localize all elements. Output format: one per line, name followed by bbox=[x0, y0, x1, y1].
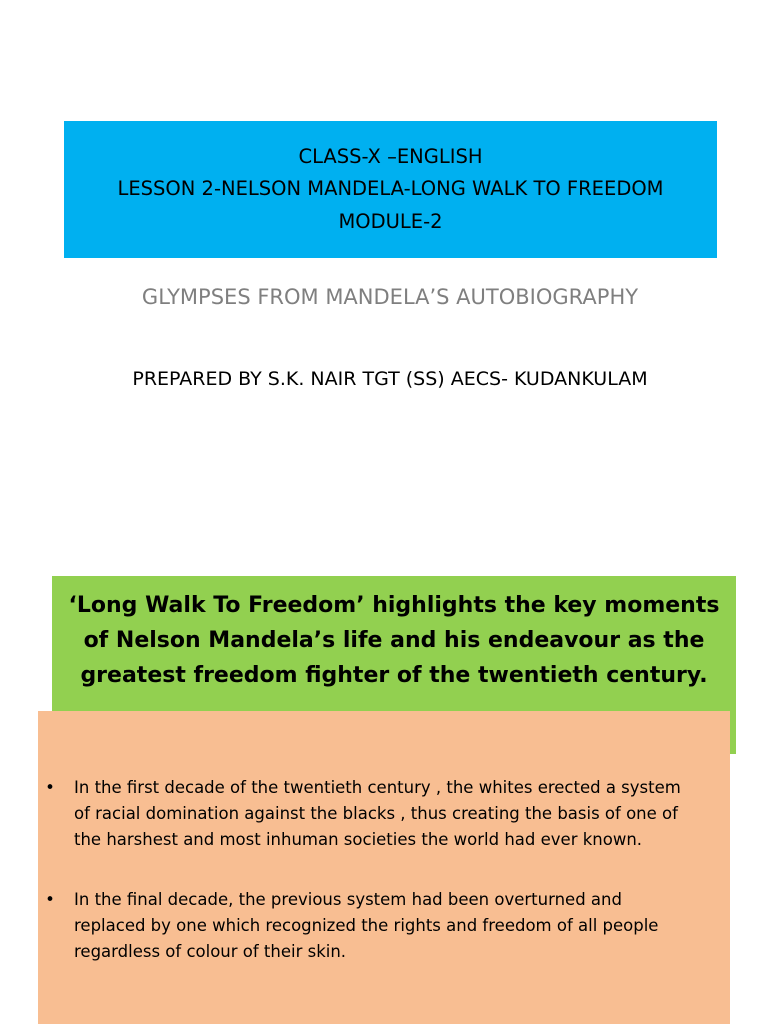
bullet-icon: • bbox=[45, 890, 55, 909]
bullet-1-line-3: the harshest and most inhuman societies the world had ever known. bbox=[74, 830, 643, 849]
bullet-2-line-3: regardless of colour of their skin. bbox=[74, 942, 347, 961]
highlight-line-2: of Nelson Mandela’s life and his endeavour as the bbox=[83, 628, 705, 653]
bullet-icon: • bbox=[45, 778, 55, 797]
title-line-lesson: LESSON 2-NELSON MANDELA-LONG WALK TO FREEDOM bbox=[117, 177, 664, 201]
list-item bbox=[38, 887, 730, 965]
highlight-line-3: greatest freedom fighter of the twentieth century. bbox=[80, 663, 708, 688]
highlight-text bbox=[52, 588, 736, 693]
title-line-class: CLASS-X –ENGLISH bbox=[298, 144, 483, 168]
bullet-list bbox=[38, 775, 730, 999]
bullet-2-line-1: In the final decade, the previous system had been overturned and bbox=[74, 890, 622, 909]
bullet-1-line-2: of racial domination against the blacks , thus creating the basis of one of bbox=[74, 804, 678, 823]
bullet-1-line-1: In the first decade of the twentieth century , the whites erected a system bbox=[74, 778, 681, 797]
title-banner bbox=[64, 121, 717, 258]
highlight-line-1: ‘Long Walk To Freedom’ highlights the key moments bbox=[68, 593, 720, 618]
bullet-2-line-2: replaced by one which recognized the rights and freedom of all people bbox=[74, 916, 659, 935]
title-line-module: MODULE-2 bbox=[338, 209, 443, 233]
list-item bbox=[38, 775, 730, 853]
prepared-by-text: PREPARED BY S.K. NAIR TGT (SS) AECS- KUDANKULAM bbox=[132, 368, 648, 390]
subtitle: GLYMPSES FROM MANDELA’S AUTOBIOGRAPHY bbox=[141, 285, 639, 309]
